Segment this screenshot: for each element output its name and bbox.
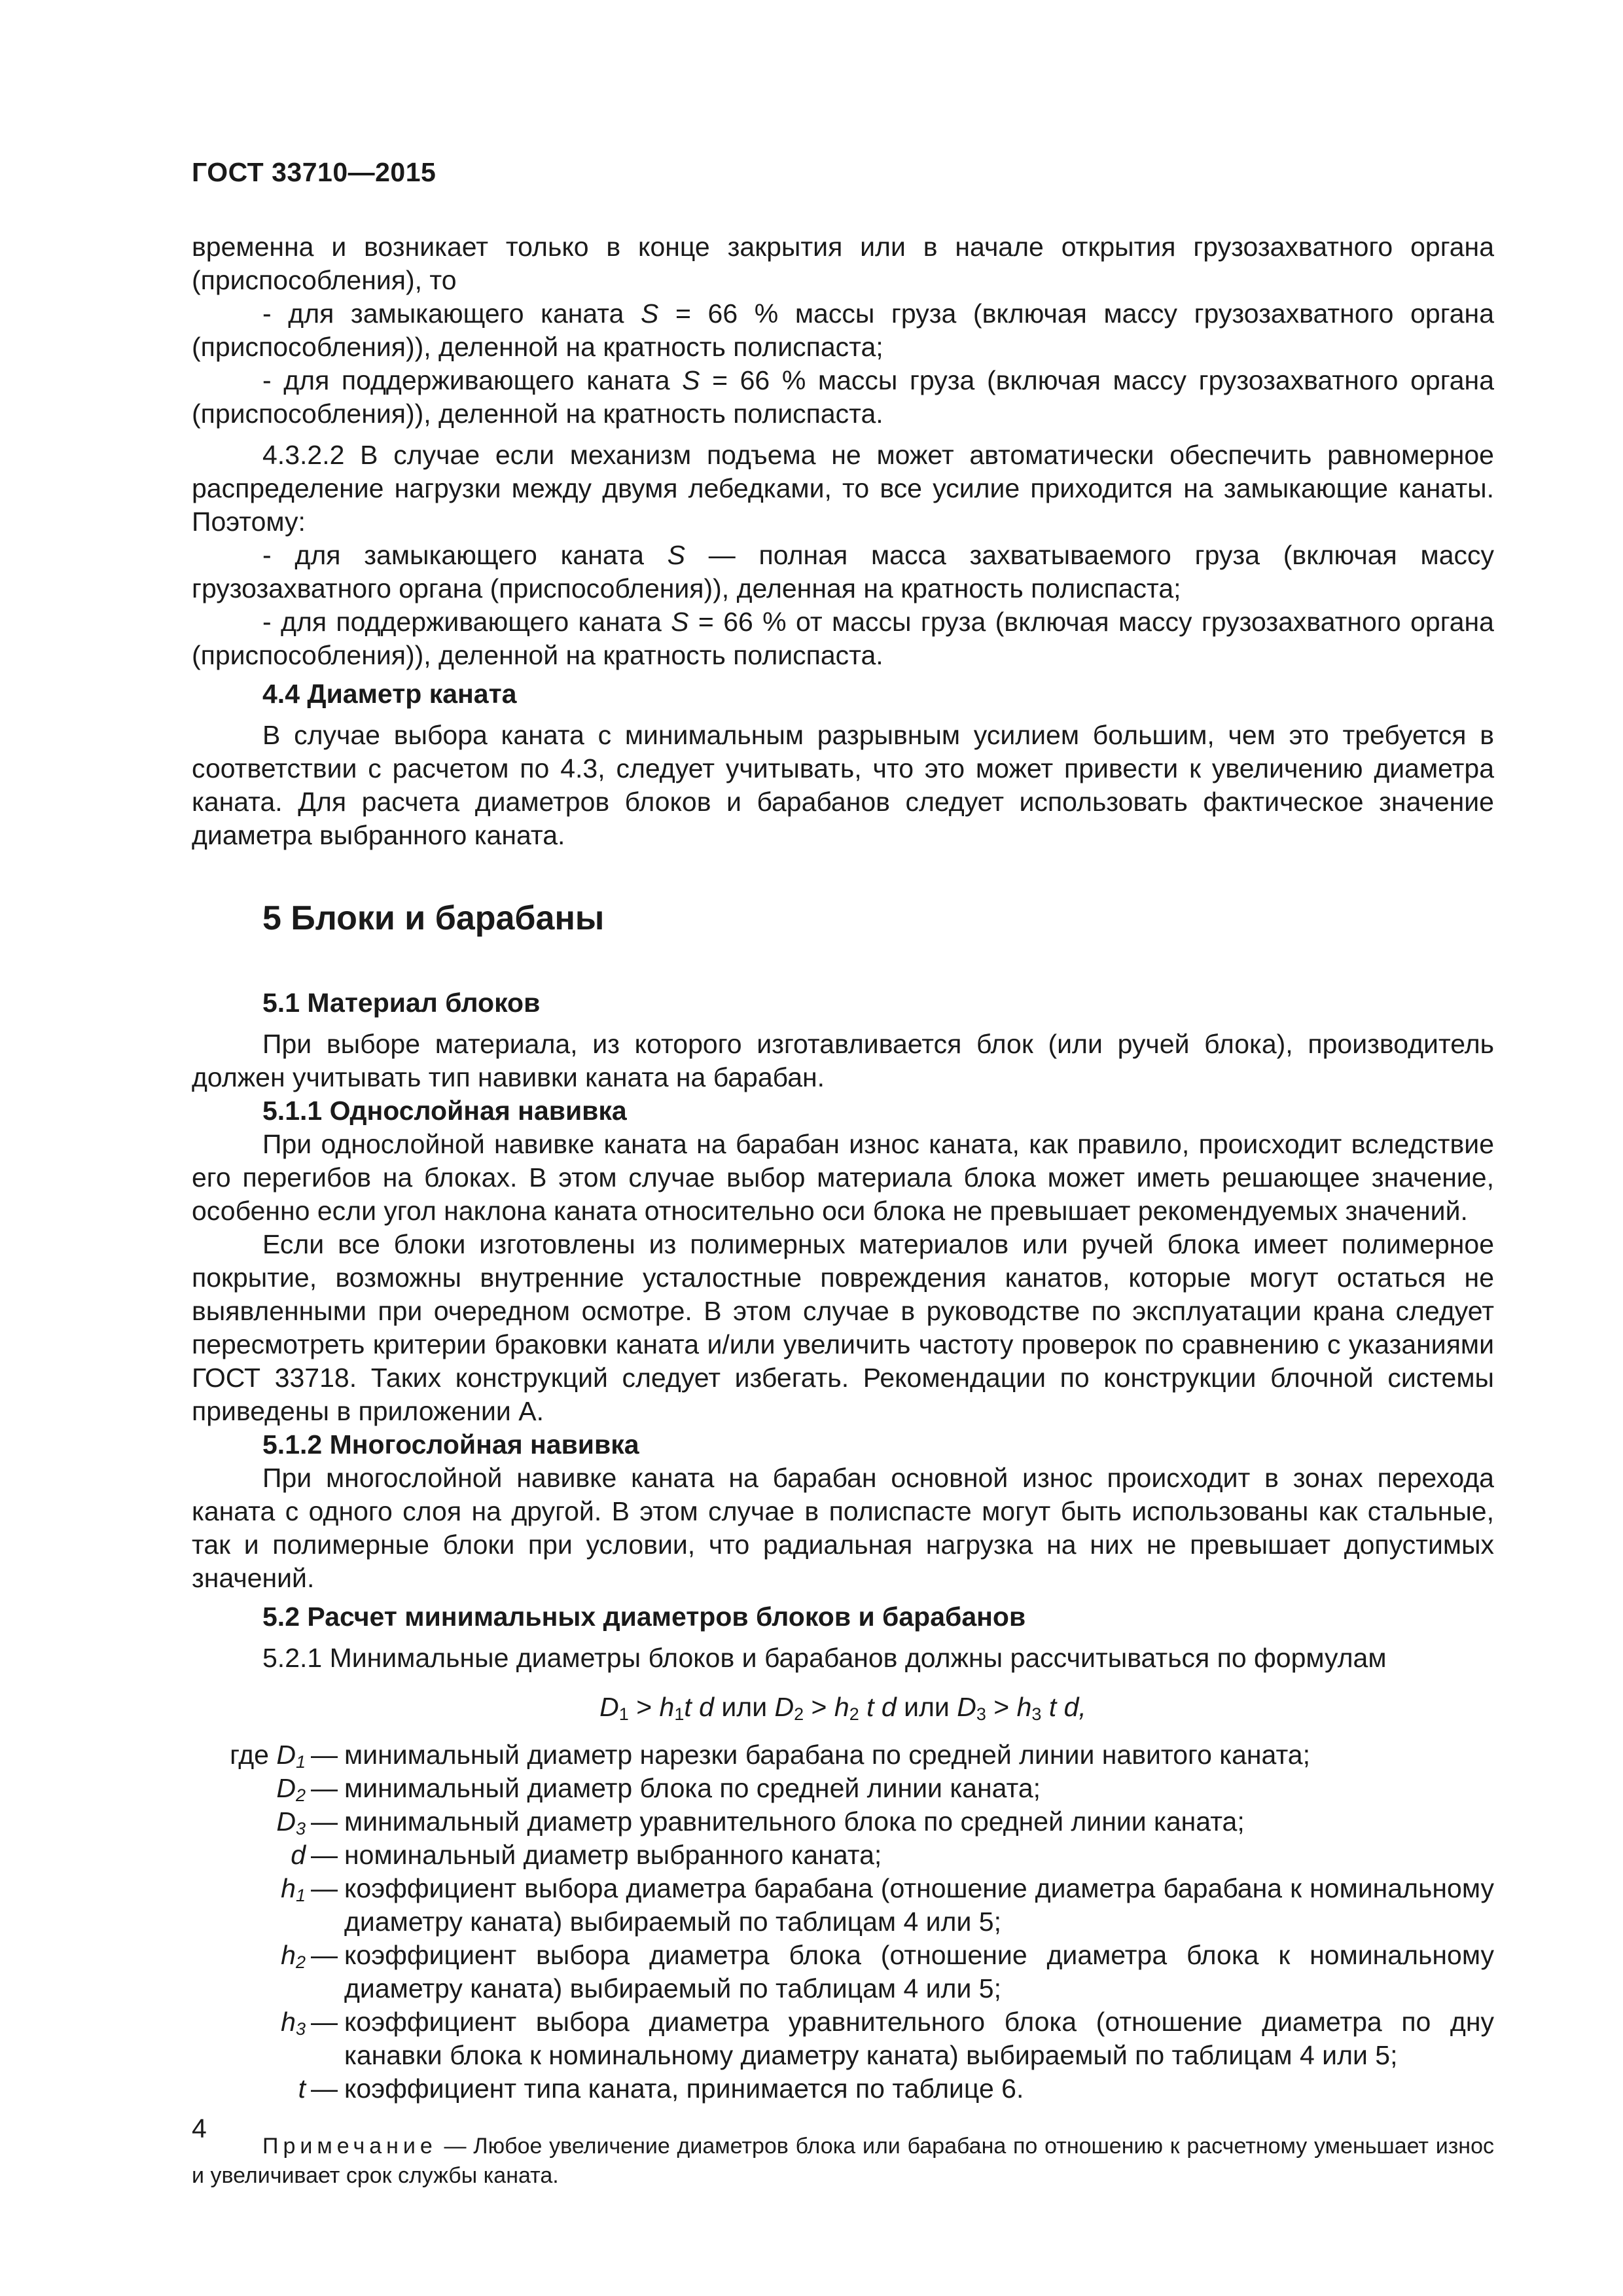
page-number: 4 (192, 2113, 207, 2144)
subsection-heading: 5.1.1 Однослойная навивка (262, 1096, 627, 1126)
variable-s: S (667, 540, 685, 570)
definition-item: где $D_1$ — минимальный диаметр нарезки барабана по средней линии навитого каната; (192, 1738, 1494, 1772)
definition-term: $D_2$ (276, 1773, 306, 1805)
definition-term: $D_3$ (276, 1806, 306, 1839)
definition-item: t — коэффициент типа каната, принимается по таблице 6. (192, 2072, 1494, 2106)
definition-text: минимальный диаметр блока по средней линии каната; (344, 1773, 1041, 1803)
section-heading: 5.1 Материал блоков (262, 988, 541, 1018)
list-item: - для поддерживающего каната S = 66 % от массы груза (включая массу грузозахватного органа (приспособления)), деленной на кратность полиспаста. (192, 607, 1494, 670)
document-header: ГОСТ 33710—2015 (192, 157, 437, 187)
section-heading: 5.2 Расчет минимальных диаметров блоков и барабанов (262, 1602, 1026, 1632)
list-item: - для замыкающего каната S — полная масса захватываемого груза (включая массу грузозахватного органа (приспособления)), деленная на кратность полиспаста; (192, 540, 1494, 603)
paragraph: При выборе материала, из которого изготавливается блок (или ручей блока), производитель должен учитывать тип навивки каната на барабан. (192, 1029, 1494, 1092)
list-item: - для поддерживающего каната S = 66 % массы груза (включая массу грузозахватного органа (приспособления)), деленной на кратность полиспаста. (192, 365, 1494, 429)
definitions-list (192, 1738, 1494, 2106)
subsection-heading: 5.1.2 Многослойная навивка (262, 1429, 639, 1460)
definition-term: d (291, 1840, 306, 1870)
paragraph: временна и возникает только в конце закрытия или в начале открытия грузозахватного органа (приспособления), то (192, 232, 1494, 295)
definition-term: $h_2$ (281, 1940, 306, 1972)
definition-text: коэффициент выбора диаметра уравнительного блока (отношение диаметра по дну канавки блока к номинальному диаметру каната) выбираемый по таблицам 4 или 5; (344, 2007, 1494, 2070)
page-content (192, 230, 1494, 2191)
variable-s: S (641, 298, 659, 329)
definition-text: коэффициент выбора диаметра барабана (отношение диаметра барабана к номинальному диаметру каната) выбираемый по таблицам 4 или 5; (344, 1873, 1494, 1937)
paragraph: При однослойной навивке каната на барабан износ каната, как правило, происходит вследствие его перегибов на блоках. В этом случае выбор материала блока может иметь решающее значение, особенно если угол наклона каната относительно оси блока не превышает рекомендуемых значений. (192, 1129, 1494, 1226)
chapter-heading: 5 Блоки и барабаны (262, 899, 605, 937)
definition-term: $h_3$ (281, 2007, 306, 2039)
definition-term: $h_1$ (281, 1873, 306, 1905)
definition-text: коэффициент выбора диаметра блока (отношение диаметра блока к номинальному диаметру каната) выбираемый по таблицам 4 или 5; (344, 1940, 1494, 2003)
note-text: — Любое увеличение диаметров блока или барабана по отношению к расчетному уменьшает износ и увеличивает срок службы каната. (192, 2134, 1494, 2188)
definition-text: минимальный диаметр нарезки барабана по средней линии навитого каната; (344, 1740, 1310, 1770)
paragraph: 5.2.1 Минимальные диаметры блоков и барабанов должны рассчитываться по формулам (262, 1643, 1387, 1673)
paragraph: Если все блоки изготовлены из полимерных материалов или ручей блока имеет полимерное покрытие, возможны внутренние усталостные повреждения канатов, которые могут остаться не выявленными при очередном осмотре. В этом случае в руководстве по эксплуатации крана следует пересмотреть критерии браковки каната и/или увеличить частоту проверок по сравнению с указаниями ГОСТ 33718. Таких конструкций следует избегать. Рекомендации по конструкции блочной системы приведены в приложении А. (192, 1229, 1494, 1426)
note-label: Примечание (262, 2134, 437, 2159)
definition-item: $h_1$ — коэффициент выбора диаметра барабана (отношение диаметра барабана к номинальному диаметру каната) выбираемый по таблицам 4 или 5; (192, 1872, 1494, 1939)
section-heading: 4.4 Диаметр каната (262, 679, 517, 709)
variable-s: S (671, 607, 689, 637)
definition-text: коэффициент типа каната, принимается по таблице 6. (344, 2073, 1024, 2104)
definition-item: $D_3$ — минимальный диаметр уравнительного блока по средней линии каната; (192, 1805, 1494, 1839)
definition-text: номинальный диаметр выбранного каната; (344, 1840, 882, 1870)
paragraph: 4.3.2.2 В случае если механизм подъема не может автоматически обеспечить равномерное распределение нагрузки между двумя лебедками, то все усилие приходится на замыкающие канаты. Поэтому: (192, 440, 1494, 537)
formula: $D_1 > h_1t$ d или $D_2 > h_2$ t d или $D_3 > h_3$ t d, (599, 1692, 1086, 1724)
note (192, 2132, 1494, 2191)
definition-term: где $D_1$ (230, 1740, 306, 1772)
definition-item: $D_2$ — минимальный диаметр блока по средней линии каната; (192, 1772, 1494, 1805)
definition-text: минимальный диаметр уравнительного блока по средней линии каната; (344, 1806, 1245, 1837)
definition-term: t (298, 2073, 306, 2104)
definition-item: d — номинальный диаметр выбранного каната; (192, 1839, 1494, 1872)
variable-s: S (682, 365, 700, 395)
list-item: - для замыкающего каната S = 66 % массы груза (включая массу грузозахватного органа (приспособления)), деленной на кратность полиспаста; (192, 298, 1494, 362)
paragraph: При многослойной навивке каната на барабан основной износ происходит в зонах перехода каната с одного слоя на другой. В этом случае в полиспасте могут быть использованы как стальные, так и полимерные блоки при условии, что радиальная нагрузка на них не превышает допустимых значений. (192, 1463, 1494, 1593)
definition-item: $h_2$ — коэффициент выбора диаметра блока (отношение диаметра блока к номинальному диаметру каната) выбираемый по таблицам 4 или 5; (192, 1939, 1494, 2005)
paragraph: В случае выбора каната с минимальным разрывным усилием большим, чем это требуется в соответствии с расчетом по 4.3, следует учитывать, что это может привести к увеличению диаметра каната. Для расчета диаметров блоков и барабанов следует использовать фактическое значение диаметра выбранного каната. (192, 720, 1494, 850)
definition-item: $h_3$ — коэффициент выбора диаметра уравнительного блока (отношение диаметра по дну канавки блока к номинальному диаметру каната) выбираемый по таблицам 4 или 5; (192, 2005, 1494, 2072)
